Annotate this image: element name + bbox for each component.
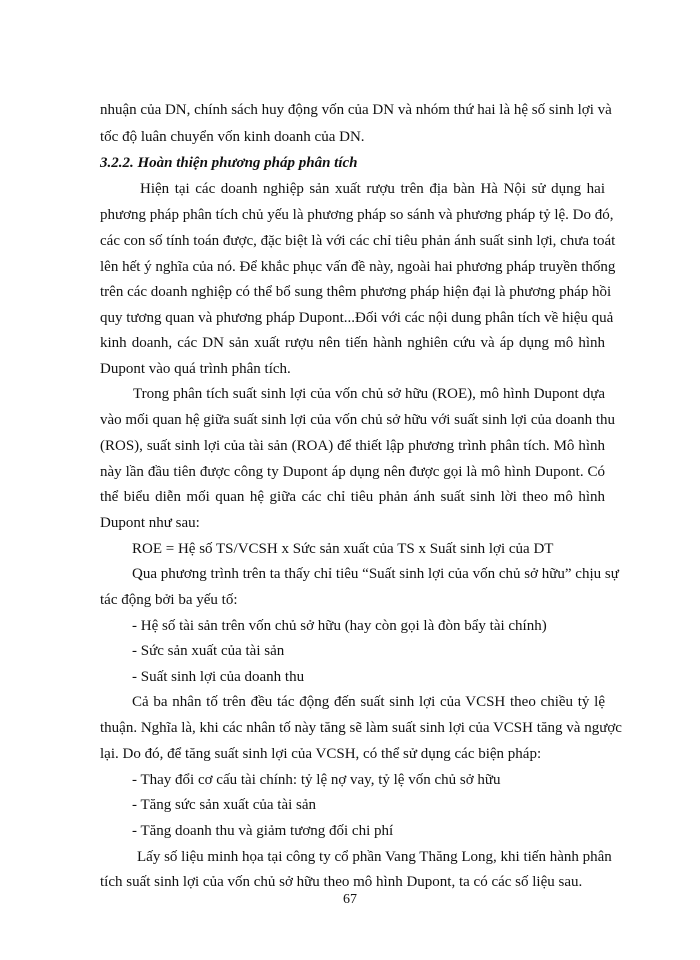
paragraph-line: thể biểu diễn mối quan hệ giữa các chỉ tiêu phản ánh suất sinh lời theo mô hình <box>100 489 605 505</box>
paragraph-line: lên hết ý nghĩa của nó. Để khắc phục vấn đề này, ngoài hai phương pháp truyền thống <box>100 259 616 275</box>
list-item: - Hệ số tài sản trên vốn chủ sở hữu (hay còn gọi là đòn bẩy tài chính) <box>132 618 547 634</box>
list-item: - Tăng sức sản xuất của tài sản <box>132 797 317 813</box>
paragraph-line: thuận. Nghĩa là, khi các nhân tố này tăng sẽ làm suất sinh lợi của VCSH tăng và ngược <box>100 720 622 736</box>
paragraph-line: quy tương quan và phương pháp Dupont...Đối với các nội dung phân tích về hiệu quả <box>100 310 614 326</box>
paragraph-line: tác động bởi ba yếu tố: <box>100 592 238 608</box>
paragraph-line: Cả ba nhân tố trên đều tác động đến suất sinh lợi của VCSH theo chiều tỷ lệ <box>132 694 605 710</box>
paragraph-line: Dupont vào quá trình phân tích. <box>100 361 291 377</box>
paragraph-line: tốc độ luân chuyển vốn kinh doanh của DN. <box>100 129 365 145</box>
list-item: - Tăng doanh thu và giảm tương đối chi phí <box>132 823 394 839</box>
paragraph-line: các con số tính toán được, đặc biệt là với các chỉ tiêu phản ánh suất sinh lợi, chưa toát <box>100 233 616 249</box>
paragraph-line: này lần đầu tiên được công ty Dupont áp dụng nên được gọi là mô hình Dupont. Có <box>100 464 605 480</box>
section-heading: 3.2.2. Hoàn thiện phương pháp phân tích <box>100 155 358 171</box>
paragraph-line: Hiện tại các doanh nghiệp sản xuất rượu trên địa bàn Hà Nội sử dụng hai <box>140 181 605 197</box>
paragraph-line: Qua phương trình trên ta thấy chỉ tiêu “Suất sinh lợi của vốn chủ sở hữu” chịu sự <box>132 566 619 582</box>
list-item: - Suất sinh lợi của doanh thu <box>132 669 305 685</box>
paragraph-line: phương pháp phân tích chủ yếu là phương pháp so sánh và phương pháp tỷ lệ. Do đó, <box>100 207 614 223</box>
paragraph-line: vào mối quan hệ giữa suất sinh lợi của vốn chủ sở hữu với suất sinh lợi của doanh thu <box>100 412 615 428</box>
paragraph-line: Dupont như sau: <box>100 515 200 531</box>
paragraph-line: trên các doanh nghiệp có thể bổ sung thêm phương pháp hiện đại là phương pháp hồi <box>100 284 612 300</box>
list-item: - Sức sản xuất của tài sản <box>132 643 285 659</box>
formula-line: ROE = Hệ số TS/VCSH x Sức sản xuất của TS x Suất sinh lợi của DT <box>132 541 554 557</box>
paragraph-line: Trong phân tích suất sinh lợi của vốn chủ sở hữu (ROE), mô hình Dupont dựa <box>133 386 605 402</box>
page-number: 67 <box>343 892 357 907</box>
paragraph-line: lại. Do đó, để tăng suất sinh lợi của VCSH, có thể sử dụng các biện pháp: <box>100 746 542 762</box>
paragraph-line: nhuận của DN, chính sách huy động vốn của DN và nhóm thứ hai là hệ số sinh lợi và <box>100 102 612 118</box>
paragraph-line: Lấy số liệu minh họa tại công ty cổ phần Vang Thăng Long, khi tiến hành phân <box>137 849 612 865</box>
list-item: - Thay đổi cơ cấu tài chính: tỷ lệ nợ vay, tỷ lệ vốn chủ sở hữu <box>132 772 501 788</box>
paragraph-line: kinh doanh, các DN sản xuất rượu nên tiến hành nghiên cứu và áp dụng mô hình <box>100 335 605 351</box>
paragraph-line: tích suất sinh lợi của vốn chủ sở hữu theo mô hình Dupont, ta có các số liệu sau. <box>100 874 583 890</box>
paragraph-line: (ROS), suất sinh lợi của tài sản (ROA) để thiết lập phương trình phân tích. Mô hình <box>100 438 605 454</box>
